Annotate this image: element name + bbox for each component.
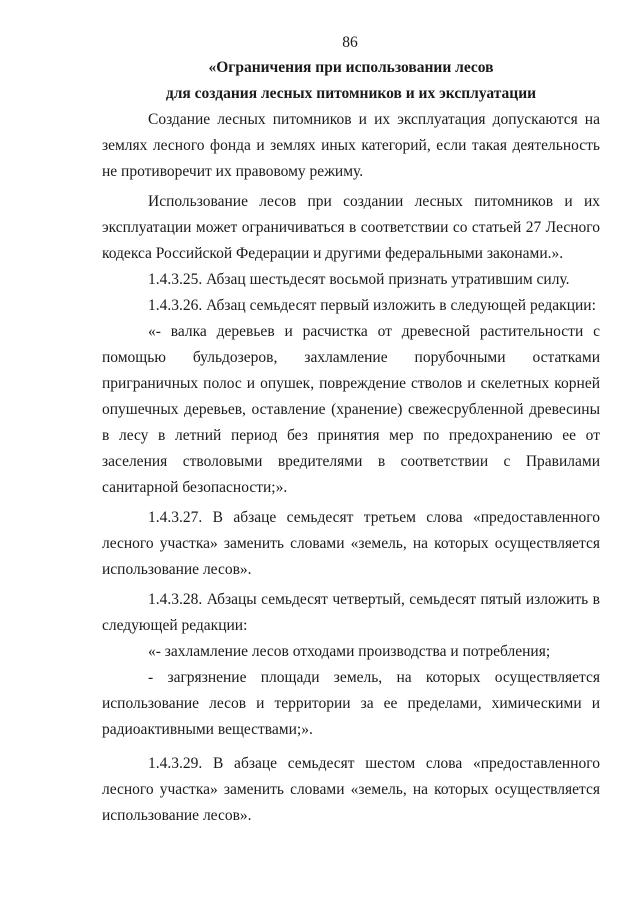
paragraph-1-4-3-29: 1.4.3.29. В абзаце семьдесят шестом слова «предоставленного лесного участка» заменить словами «земель, на которых осуществляется использование лесов».	[102, 755, 600, 824]
paragraph-tree-felling-quote: «- валка деревьев и расчистка от древесной растительности с помощью бульдозеров, захламление порубочными остатками приграничных полос и опушек, повреждение стволов и скелетных корней опушечных деревьев, оставление (хранение) свежесрубленной древесины в лесу в летний период без принятия мер по предохранению ее от заселения стволовыми вредителями в соответствии с Правилами санитарной безопасности;».	[102, 323, 600, 496]
paragraph-1-4-3-27: 1.4.3.27. В абзаце семьдесят третьем слова «предоставленного лесного участка» заменить словами «земель, на которых осуществляется использование лесов».	[102, 509, 600, 578]
paragraph-1-4-3-28: 1.4.3.28. Абзацы семьдесят четвертый, семьдесят пятый изложить в следующей редакции:	[102, 591, 600, 634]
paragraph-forest-use-restrictions: Использование лесов при создании лесных питомников и их эксплуатации может ограничиваться в соответствии со статьей 27 Лесного кодекса Российской Федерации и другими федеральными законами.».	[102, 193, 600, 262]
paragraph-nurseries-allowed: Создание лесных питомников и их эксплуатация допускаются на землях лесного фонда и землях иных категорий, если такая деятельность не противоречит их правовому режиму.	[102, 111, 600, 180]
section-heading-line-1: «Ограничения при использовании лесов	[208, 59, 494, 76]
section-heading-line-2: для создания лесных питомников и их эксплуатации	[165, 85, 537, 102]
paragraph-1-4-3-25: 1.4.3.25. Абзац шестьдесят восьмой признать утратившим силу.	[148, 271, 570, 288]
paragraph-pollution-quote: - загрязнение площади земель, на которых осуществляется использование лесов и территории за ее пределами, химическими и радиоактивными веществами;».	[102, 669, 600, 738]
paragraph-waste-littering-quote: «- захламление лесов отходами производства и потребления;	[148, 643, 551, 660]
page-number: 86	[342, 34, 358, 51]
paragraph-1-4-3-26: 1.4.3.26. Абзац семьдесят первый изложить в следующей редакции:	[148, 297, 596, 314]
